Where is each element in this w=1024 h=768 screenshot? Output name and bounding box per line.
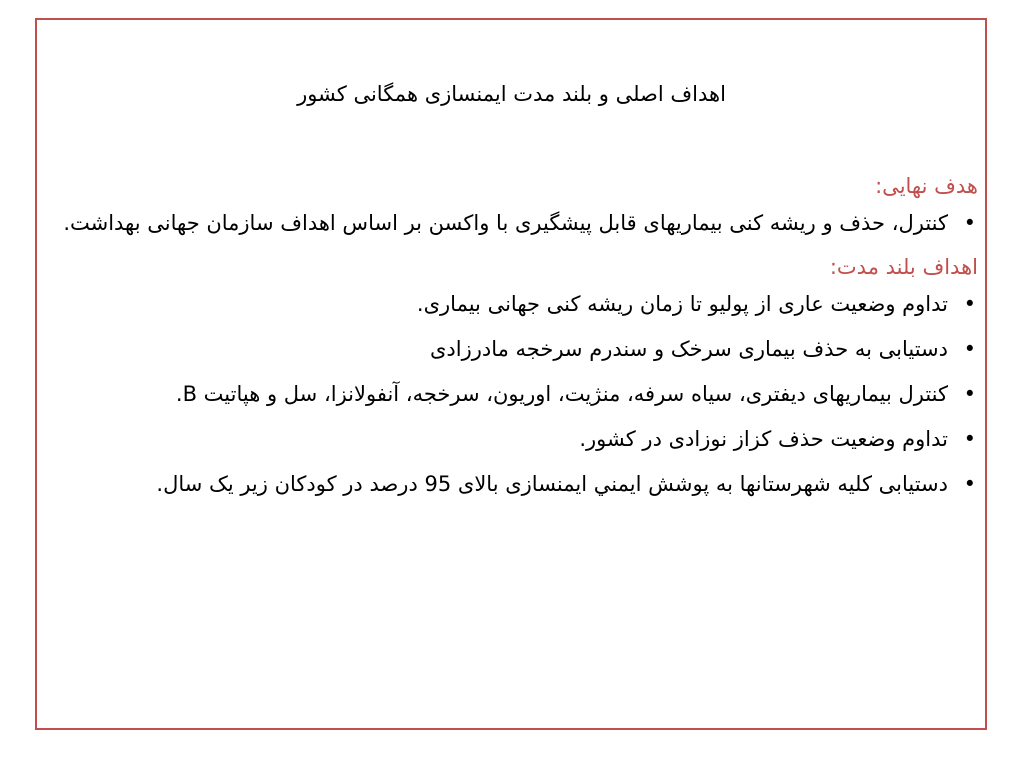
bullet-icon: • [963, 337, 976, 361]
list-item-text: کنترل، حذف و ریشه کنی بیماریهای قابل پیشگیری با واکسن بر اساس اهداف سازمان جهانی بهداشت. [63, 211, 948, 235]
final-goal-list [45, 204, 978, 243]
list-item [45, 465, 978, 504]
list-item [45, 285, 978, 324]
list-item [45, 330, 978, 369]
list-item-text: تداوم وضعیت عاری از پولیو تا زمان ریشه کنی جهانی بیماری. [416, 292, 948, 316]
slide-title: اهداف اصلی و بلند مدت ایمنسازی همگانی کشور [297, 82, 726, 106]
list-item [45, 204, 978, 243]
bullet-icon: • [963, 427, 976, 451]
list-item-text: دستیابی کلیه شهرستانها به پوشش ایمني ایمنسازی بالای 95 درصد در کودکان زیر یک سال. [156, 472, 948, 496]
bullet-icon: • [963, 472, 976, 496]
list-item-text: تداوم وضعیت حذف کزاز نوزادی در کشور. [579, 427, 948, 451]
section-heading-final-goal: هدف نهایی: [875, 174, 978, 198]
bullet-icon: • [963, 292, 976, 316]
list-item [45, 420, 978, 459]
bullet-icon: • [963, 382, 976, 406]
long-term-goals-list [45, 285, 978, 504]
slide-content [45, 70, 978, 510]
list-item-text: کنترل بیماریهای دیفتری، سیاه سرفه، منژیت، اوریون، سرخجه، آنفولانزا، سل و هپاتیت B. [175, 382, 948, 406]
list-item [45, 375, 978, 414]
bullet-icon: • [963, 211, 976, 235]
list-item-text: دستیابی به حذف بیماری سرخک و سندرم سرخجه مادرزادی [429, 337, 948, 361]
section-heading-long-term-goals: اهداف بلند مدت: [829, 255, 978, 279]
